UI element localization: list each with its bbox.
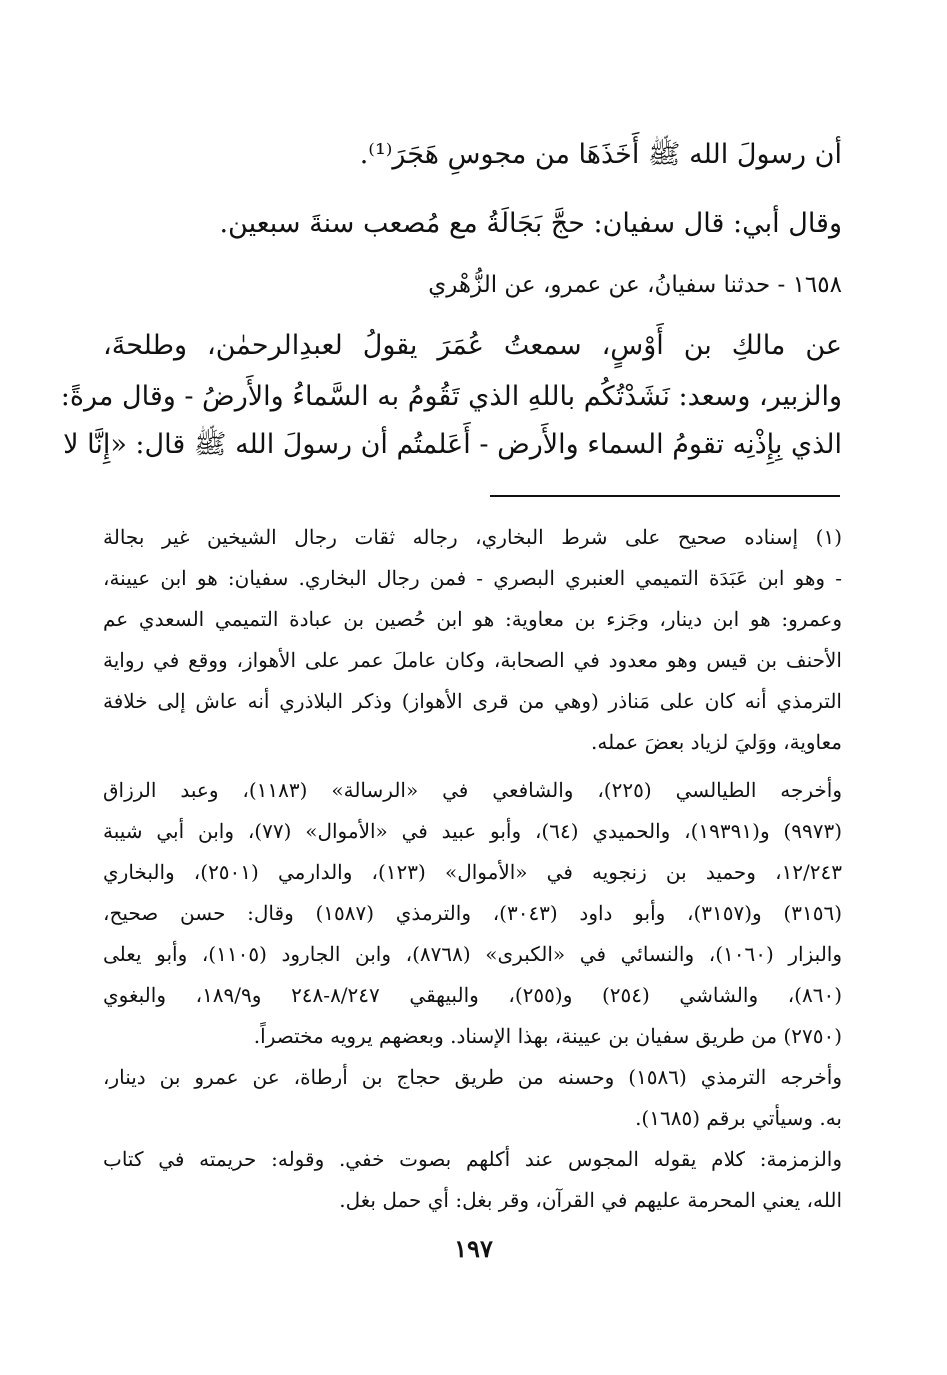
footnote-line: به. وسيأتي برقم (١٦٨٥). bbox=[635, 1106, 842, 1130]
footnote-line: الله، يعني المحرمة عليهم في القرآن، وقر بغل: أي حمل بغل. bbox=[339, 1188, 842, 1212]
main-text-line: وقال أبي: قال سفيان: حجَّ بَجَالَةُ مع مُصعب سنةَ سبعين. bbox=[219, 208, 842, 239]
footnote-line: وأخرجه الطيالسي (٢٢٥)، والشافعي في «الرسالة» (١١٨٣)، وعبد الرزاق bbox=[103, 778, 842, 802]
footnote-line: (٢٧٥٠) من طريق سفيان بن عيينة، بهذا الإسناد. وبعضهم يرويه مختصراً. bbox=[253, 1024, 842, 1048]
footnote-line: وعمرو: هو ابن دينار، وجَزء بن معاوية: هو ابن حُصين بن عبادة التميمي السعدي عم bbox=[103, 607, 842, 631]
main-text-line: عن مالكِ بن أَوْسٍ، سمعتُ عُمَرَ يقولُ لعبدِالرحمٰن، وطلحةَ، bbox=[103, 330, 842, 361]
footnote-line: والزمزمة: كلام يقوله المجوس عند أكلهم بصوت خفي. وقوله: حريمته في كتاب bbox=[103, 1147, 843, 1171]
footnote-line: الأحنف بن قيس وهو معدود في الصحابة، وكان عاملَ عمر على الأهواز، ووقع في رواية bbox=[103, 648, 842, 672]
footnote-line: - وهو ابن عَبَدَة التميمي العنبري البصري - فمن رجال البخاري. سفيان: هو ابن عيينة، bbox=[103, 566, 842, 590]
main-text-line: أن رسولَ الله ﷺ أَخَذَهَا من مجوسِ هَجَرَ⁽¹⁾. bbox=[359, 139, 842, 170]
footnote-line: (١) إسناده صحيح على شرط البخاري، رجاله ثقات رجال الشيخين غير بجالة bbox=[103, 525, 842, 549]
page-number: ١٩٧ bbox=[454, 1234, 493, 1263]
footnote-line: وأخرجه الترمذي (١٥٨٦) وحسنه من طريق حجاج بن أرطاة، عن عمرو بن دينار، bbox=[103, 1065, 843, 1089]
footnote-line: الترمذي أنه كان على مَناذر (وهي من قرى الأهواز) وذكر البلاذري أنه عاش إلى خلافة bbox=[103, 689, 842, 713]
footnote-line: والبزار (١٠٦٠)، والنسائي في «الكبرى» (٨٧٦٨)، وابن الجارود (١١٠٥)، وأبو يعلى bbox=[103, 942, 842, 966]
footnote-line: معاوية، ووَليَ لزياد بعضَ عمله. bbox=[591, 730, 842, 754]
footnote-line: (٨٦٠)، والشاشي (٢٥٤) و(٢٥٥)، والبيهقي ٨/٢٤٧-٢٤٨ و١٨٩/٩، والبغوي bbox=[103, 983, 843, 1007]
hadith-number-line: ١٦٥٨ - حدثنا سفيانُ، عن عمرو، عن الزُّهْري bbox=[428, 272, 842, 298]
footnote-line: ١٢/٢٤٣، وحميد بن زنجويه في «الأموال» (١٢٣)، والدارمي (٢٥٠١)، والبخاري bbox=[103, 860, 843, 884]
footnote-line: (٣١٥٦) و(٣١٥٧)، وأبو داود (٣٠٤٣)، والترمذي (١٥٨٧) وقال: حسن صحيح، bbox=[103, 901, 842, 925]
footnote-separator bbox=[490, 495, 840, 497]
main-text-line: والزبير، وسعد: نَشَدْتُكُم باللهِ الذي تَقُومُ به السَّماءُ والأَرضُ - وقال مرةً: bbox=[60, 381, 842, 412]
footnote-line: (٩٩٧٣) و(١٩٣٩١)، والحميدي (٦٤)، وأبو عبيد في «الأموال» (٧٧)، وابن أبي شيبة bbox=[103, 819, 843, 843]
main-text-line: الذي بِإِذْنِه تقومُ السماء والأَرض - أَعَلمتُم أن رسولَ الله ﷺ قال: «إِنَّا لا bbox=[63, 429, 842, 460]
